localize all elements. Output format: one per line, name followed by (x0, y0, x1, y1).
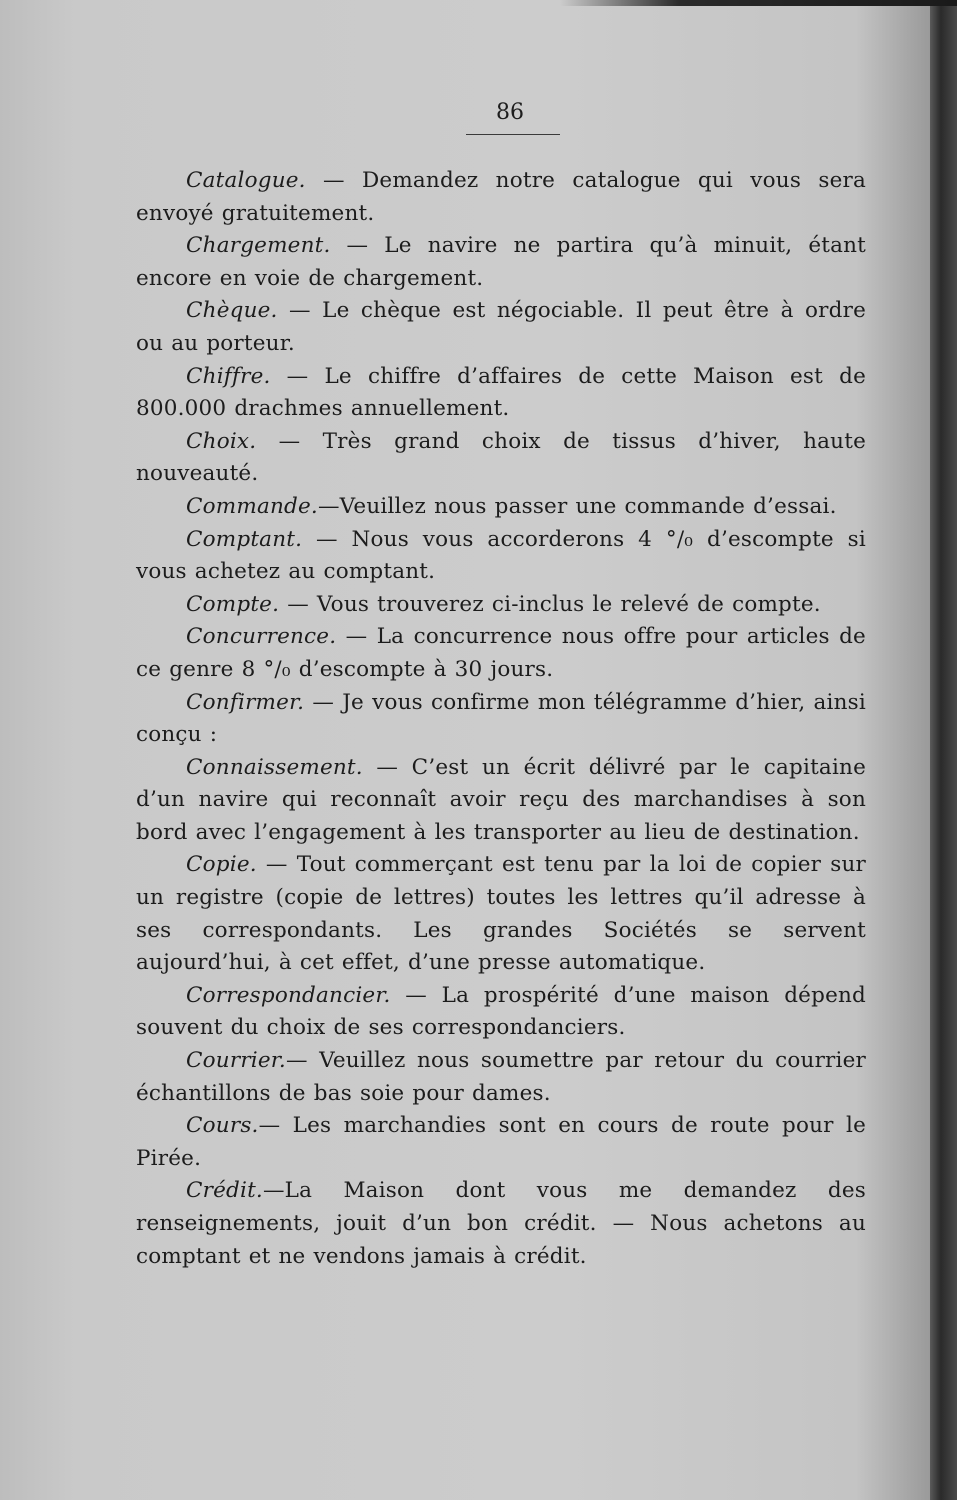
entry-copie (136, 849, 866, 979)
entry-text: — Vous trouverez ci-inclus le relevé de compte. (279, 591, 821, 617)
book-binding-edge (930, 0, 957, 1500)
entry-courrier (136, 1045, 866, 1110)
entry-term: Comptant. (186, 526, 303, 552)
entry-term: Correspondancier. (186, 982, 391, 1008)
page-number: 86 (496, 100, 524, 125)
entry-connaissement (136, 752, 866, 850)
entry-text: — La concurrence nous offre pour articles de ce genre 8 °/₀ d’escompte à 30 jours. (136, 624, 866, 682)
entry-term: Chèque. (186, 298, 278, 324)
entry-term: Crédit. (186, 1178, 263, 1204)
entry-text: — Très grand choix de tissus d’hiver, haute nouveauté. (136, 428, 866, 487)
entry-text: — Les marchandies sont en cours de route pour le Pirée. (136, 1113, 866, 1171)
entry-compte (136, 589, 866, 622)
glossary-text (136, 165, 866, 1273)
entry-text: — Demandez notre catalogue qui vous sera envoyé gratuitement. (136, 168, 866, 226)
entry-term: Courrier. (186, 1048, 286, 1074)
entry-comptant (136, 524, 866, 589)
entry-chiffre (136, 361, 866, 426)
entry-catalogue (136, 165, 866, 230)
entry-term: Compte. (186, 591, 280, 617)
entry-term: Confirmer. (186, 689, 305, 715)
entry-text: — Tout commerçant est tenu par la loi de copier sur un registre (copie de lettres) toutes les lettres qu’il adresse à ses correspondants. Les grandes Sociétés se servent aujourd’hui, à cet effet, d’une presse automatique. (136, 852, 866, 976)
entry-concurrence (136, 621, 866, 686)
entry-term: Chargement. (186, 233, 331, 259)
entry-term: Copie. (186, 852, 257, 878)
entry-text: —La Maison dont vous me demandez des renseignements, jouit d’un bon crédit. — Nous achetons au comptant et ne vendons jamais à crédit. (136, 1178, 866, 1269)
entry-term: Commande. (186, 493, 318, 519)
entry-term: Cours. (186, 1113, 259, 1139)
entry-term: Chiffre. (186, 363, 271, 389)
entry-term: Catalogue. (186, 168, 306, 193)
entry-text: —Veuillez nous passer une commande d’essai. (317, 493, 837, 519)
entry-term: Concurrence. (186, 624, 337, 650)
entry-confirmer (136, 687, 866, 752)
entry-term: Choix. (186, 428, 257, 454)
entry-text: — La prospérité d’une maison dépend souvent du choix de ses correspondanciers. (136, 982, 866, 1041)
entry-cours (136, 1110, 866, 1175)
page-number-rule (466, 134, 560, 135)
entry-text: — Je vous confirme mon télégramme d’hier, ainsi conçu : (136, 689, 866, 748)
entry-choix (136, 426, 866, 491)
entry-text: — Nous vous accorderons 4 °/₀ d’escompte si vous achetez au comptant. (136, 526, 866, 585)
page-top-shadow (560, 0, 957, 6)
entry-text: — Le chiffre d’affaires de cette Maison est de 800.000 drachmes annuellement. (136, 363, 866, 422)
entry-text: — Veuillez nous soumettre par retour du courrier échantillons de bas soie pour dames. (136, 1048, 866, 1106)
entry-text: — Le navire ne partira qu’à minuit, étant encore en voie de chargement. (136, 233, 866, 291)
entry-text: — C’est un écrit délivré par le capitaine d’un navire qui reconnaît avoir reçu des marchandises à son bord avec l’engagement à les transporter au lieu de destination. (136, 754, 866, 845)
entry-commande (136, 491, 866, 524)
entry-credit (136, 1175, 866, 1273)
entry-cheque (136, 295, 866, 360)
entry-chargement (136, 230, 866, 295)
entry-text: — Le chèque est négociable. Il peut être à ordre ou au porteur. (136, 298, 866, 356)
entry-term: Connaissement. (186, 754, 363, 780)
entry-correspondancier (136, 980, 866, 1045)
